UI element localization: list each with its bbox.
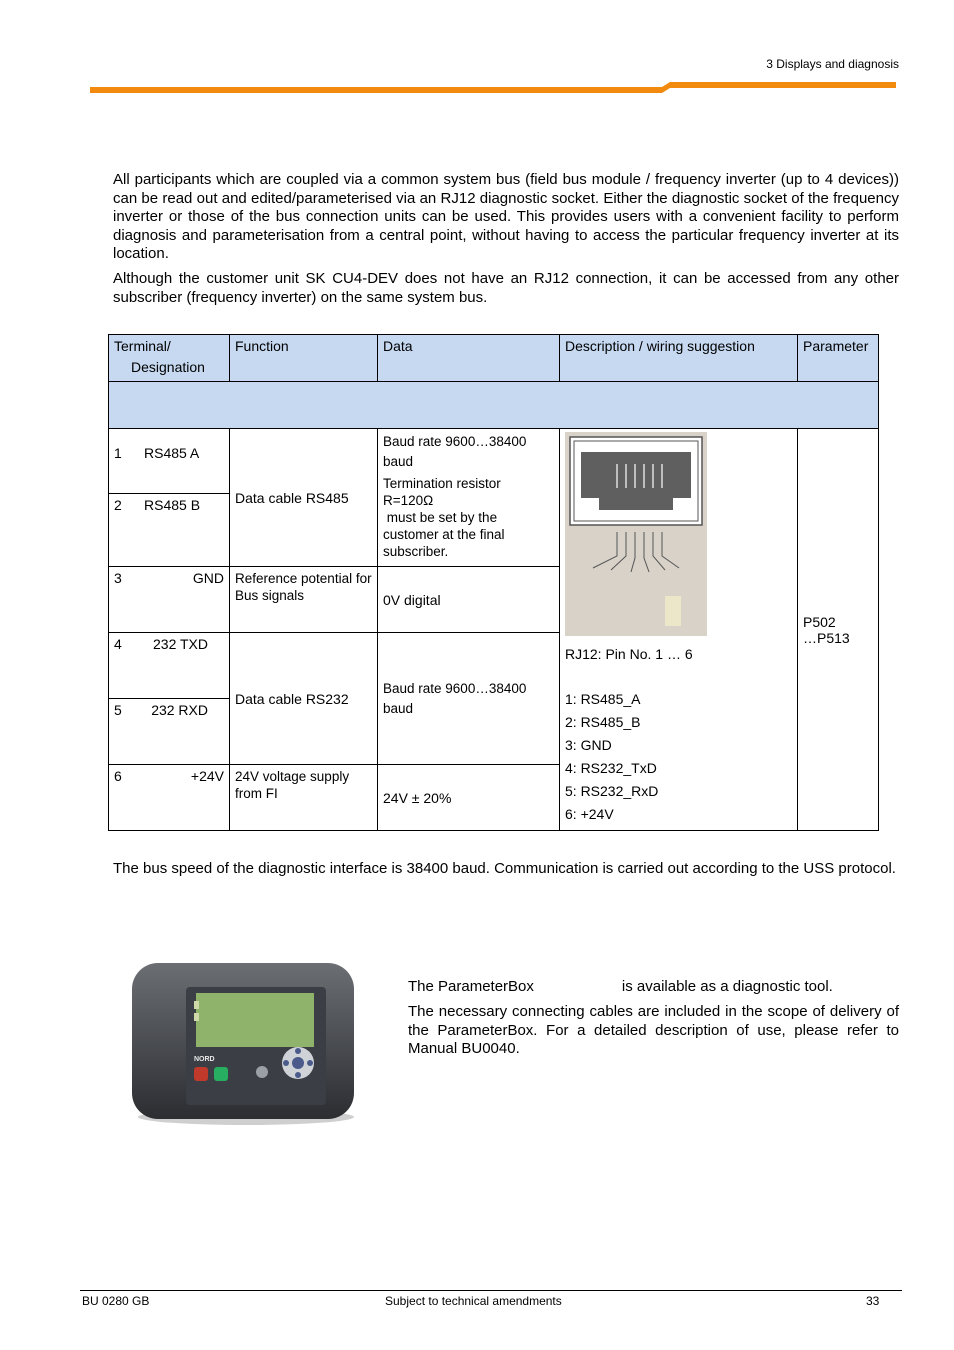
- pin-label: 1: RS485_A: [565, 691, 641, 707]
- terminal-name: RS485 B: [144, 497, 201, 513]
- chapter-title: 3 Displays and diagnosis: [766, 57, 899, 71]
- table-row: 6 +24V 24V voltage supply from FI 24V ± 20%: [109, 765, 879, 831]
- wiring-description: [560, 429, 798, 831]
- table-row: 4 232 TXD Data cable RS232 Baud rate 9600…38400 baud: [109, 633, 879, 699]
- pin-label: 5: RS232_RxD: [565, 783, 659, 799]
- function-supply: 24V voltage supply from FI: [230, 765, 378, 831]
- data-supply: 24V ± 20%: [378, 765, 560, 831]
- pin-label: 2: RS485_B: [565, 714, 641, 730]
- page-number: 33: [866, 1294, 880, 1308]
- data-gnd: 0V digital: [378, 567, 560, 633]
- header-accent-bar: [90, 78, 896, 95]
- function-reference: Reference potential for Bus signals: [230, 567, 378, 633]
- device-brand-label: NORD: [194, 1056, 215, 1063]
- header-description: Description / wiring suggestion: [560, 335, 798, 382]
- footer-note: Subject to technical amendments: [385, 1294, 562, 1308]
- pin-label: 3: GND: [565, 737, 612, 753]
- footer-rule: [80, 1290, 902, 1291]
- parameterbox-device-image: [128, 955, 360, 1127]
- function-rs485: Data cable RS485: [230, 429, 378, 567]
- footer-doc-id: BU 0280 GB: [82, 1294, 150, 1308]
- terminal-name: RS485 A: [144, 445, 200, 461]
- header-function: Function: [230, 335, 378, 382]
- header-terminal: Terminal/ Designation: [109, 335, 230, 382]
- rj12-pin-title: RJ12: Pin No. 1 … 6: [565, 646, 693, 662]
- pin-label: 4: RS232_TxD: [565, 760, 657, 776]
- table-section-band: [109, 382, 879, 429]
- table-row: 2 RS485 B: [109, 494, 879, 567]
- rj12-socket-icon: [565, 432, 707, 636]
- data-rs485: Baud rate 9600…38400 baud Termination resistor R=120Ω must be set by the customer at the final subscriber.: [378, 429, 560, 567]
- pin-label: 6: +24V: [565, 806, 614, 822]
- terminal-name: 232 TXD: [153, 636, 208, 652]
- terminal-name: 232 RXD: [151, 702, 208, 718]
- terminal-name: GND: [192, 570, 224, 586]
- data-rs232: Baud rate 9600…38400 baud: [378, 633, 560, 765]
- header-data: Data: [378, 335, 560, 382]
- table-row: 1 RS485 A Data cable RS485 Baud rate 9600…38400 baud Termination resistor R=120Ω must be set by the customer at the final subscriber. RJ12: Pin No. 1 … 6 1: RS485_A 2: RS485_B 3: GND 4: RS232_TxD 5: RS232_RxD 6: +24V P502 …P513: [109, 429, 879, 494]
- table-row: 5 232 RXD: [109, 699, 879, 765]
- parameterbox-intro: The ParameterBox is available as a diagnostic tool.: [408, 978, 833, 995]
- intro-paragraph-1: All participants which are coupled via a common system bus (field bus module / frequency inverter (up to 4 devices)) can be read out and edited/parameterised via an RJ12 diagnostic socket. Either the diagnostic socket of the frequency inverter or those of the bus connection units can be used. This provides users with a convenient facility to perform diagnosis and parameterisation from a central point, without having to access the particular frequency inverter at its location.: [113, 171, 899, 262]
- rj12-pin-table: [108, 334, 879, 831]
- table-row: 3 GND Reference potential for Bus signals 0V digital: [109, 567, 879, 633]
- parameter-range: P502 …P513: [798, 429, 879, 831]
- header-parameter: Parameter: [798, 335, 879, 382]
- intro-paragraph-2: Although the customer unit SK CU4-DEV does not have an RJ12 connection, it can be accessed from any other subscriber (frequency inverter) on the same system bus.: [113, 270, 899, 306]
- bus-speed-paragraph: The bus speed of the diagnostic interface is 38400 baud. Communication is carried out according to the USS protocol.: [113, 860, 896, 877]
- parameterbox-description: The necessary connecting cables are included in the scope of delivery of the ParameterBox. For a detailed description of use, please refer to Manual BU0040.: [408, 1003, 899, 1057]
- terminal-name: +24V: [190, 768, 224, 784]
- function-rs232: Data cable RS232: [230, 633, 378, 765]
